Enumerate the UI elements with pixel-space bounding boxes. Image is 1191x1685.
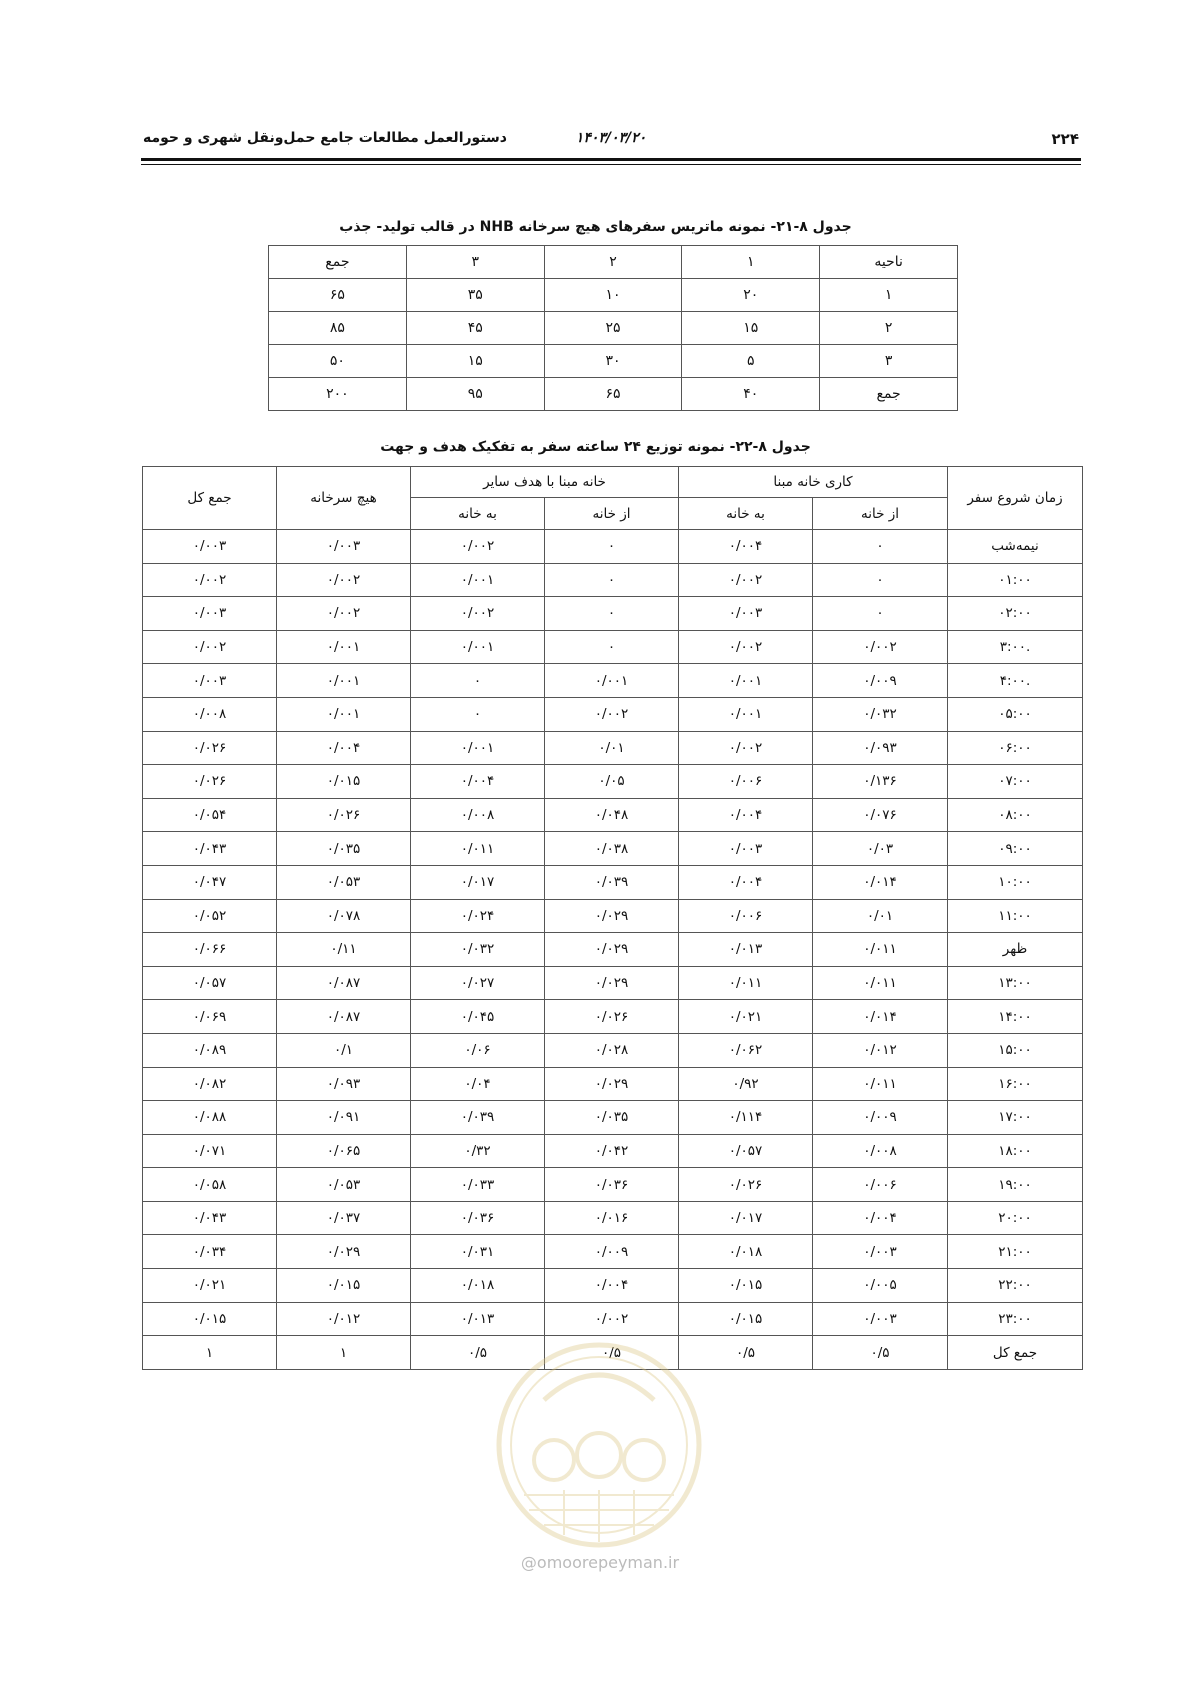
table-cell: ۴۵ xyxy=(406,312,544,345)
value-cell: ۰/۰۲۸ xyxy=(545,1033,679,1067)
table-row xyxy=(143,1067,1083,1101)
value-cell: ۰/۰۰۱ xyxy=(277,664,411,698)
table-cell: ۲۰ xyxy=(682,279,820,312)
value-cell: ۰/۰۹۳ xyxy=(813,731,948,765)
table-row xyxy=(143,798,1083,832)
table-row xyxy=(269,345,958,378)
value-cell: ۰/۰۰۳ xyxy=(143,664,277,698)
value-cell: ۰/۰۰۱ xyxy=(679,697,813,731)
table-row xyxy=(143,899,1083,933)
value-cell: ۰/۰۰۲ xyxy=(813,630,948,664)
value-cell: ۰/۰۱۵ xyxy=(679,1302,813,1336)
header-cell: ۲ xyxy=(544,246,682,279)
value-cell: ۰/۹۲ xyxy=(679,1067,813,1101)
time-cell: ۱۳:۰۰ xyxy=(948,966,1083,1000)
time-cell: ۰۹:۰۰ xyxy=(948,832,1083,866)
table-row xyxy=(143,1269,1083,1303)
value-cell: ۰/۰۲۹ xyxy=(545,966,679,1000)
value-cell: ۰/۰۰۲ xyxy=(679,731,813,765)
value-cell: ۰ xyxy=(411,697,545,731)
value-cell: ۰/۰۳۹ xyxy=(411,1101,545,1135)
table-row xyxy=(143,1201,1083,1235)
table-cell: ۲۰۰ xyxy=(269,378,407,411)
value-cell: ۰/۰۱۱ xyxy=(813,1067,948,1101)
header-date: ۱۴۰۳/۰۳/۲۰ xyxy=(575,130,647,146)
header-total: جمع کل xyxy=(143,467,277,530)
header-rule-thick xyxy=(141,158,1081,161)
value-cell: ۰/۰۱ xyxy=(545,731,679,765)
time-cell: ۱۹:۰۰ xyxy=(948,1168,1083,1202)
time-cell: .۴:۰۰ xyxy=(948,664,1083,698)
time-cell: ۲۲:۰۰ xyxy=(948,1269,1083,1303)
time-cell: ۲۰:۰۰ xyxy=(948,1201,1083,1235)
value-cell: ۰/۰۶ xyxy=(411,1033,545,1067)
value-cell: ۰/۰۰۸ xyxy=(143,697,277,731)
value-cell: ۰/۰۳۲ xyxy=(411,933,545,967)
value-cell: ۰/۰۱۱ xyxy=(679,966,813,1000)
table-cell: ۵۰ xyxy=(269,345,407,378)
table-row xyxy=(143,697,1083,731)
value-cell: ۰ xyxy=(545,597,679,631)
table-header-row xyxy=(143,467,1083,498)
value-cell: ۰ xyxy=(545,563,679,597)
value-cell: ۰/۰۰۳ xyxy=(143,597,277,631)
value-cell: ۰/۰۰۲ xyxy=(679,563,813,597)
value-cell: ۰/۰۰۶ xyxy=(679,765,813,799)
value-cell: ۰ xyxy=(813,563,948,597)
header-cell: ۱ xyxy=(682,246,820,279)
value-cell: ۰/۰۵۴ xyxy=(143,798,277,832)
time-cell: ۰۶:۰۰ xyxy=(948,731,1083,765)
table-cell: ۶۵ xyxy=(269,279,407,312)
watermark-site-text: @omoorepeyman.ir xyxy=(520,1553,680,1572)
value-cell: ۰/۰۴۸ xyxy=(545,798,679,832)
value-cell: ۰/۰۴ xyxy=(411,1067,545,1101)
value-cell: ۰/۰۰۸ xyxy=(411,798,545,832)
value-cell: ۰/۰۰۲ xyxy=(277,563,411,597)
value-cell: ۰/۰۰۹ xyxy=(545,1235,679,1269)
value-cell: ۰/۰۳۷ xyxy=(277,1201,411,1235)
header-nhb: هیچ سرخانه xyxy=(277,467,411,530)
value-cell: ۰/۰۲۶ xyxy=(143,731,277,765)
time-cell: .۳:۰۰ xyxy=(948,630,1083,664)
value-cell: ۰/۰۸۸ xyxy=(143,1101,277,1135)
value-cell: ۰/۰۲۶ xyxy=(143,765,277,799)
value-cell: ۰/۰۰۶ xyxy=(813,1168,948,1202)
value-cell: ۱ xyxy=(277,1336,411,1370)
table-row xyxy=(143,832,1083,866)
value-cell: ۰/۰۰۴ xyxy=(679,530,813,564)
table-cell: ۳ xyxy=(820,345,958,378)
value-cell: ۰/۵ xyxy=(813,1336,948,1370)
value-cell: ۰/۰۰۳ xyxy=(277,530,411,564)
table-row xyxy=(143,563,1083,597)
time-cell: ۱۶:۰۰ xyxy=(948,1067,1083,1101)
value-cell: ۰/۰۵۸ xyxy=(143,1168,277,1202)
header-cell: ۳ xyxy=(406,246,544,279)
value-cell: ۰/۰۱۷ xyxy=(679,1201,813,1235)
value-cell: ۰/۰۷۱ xyxy=(143,1134,277,1168)
value-cell: ۰/۰۵۲ xyxy=(143,899,277,933)
header-cell: جمع xyxy=(269,246,407,279)
value-cell: ۰/۰۲۷ xyxy=(411,966,545,1000)
table-cell: جمع xyxy=(820,378,958,411)
value-cell: ۰/۰۱۵ xyxy=(143,1302,277,1336)
value-cell: ۰/۰۰۲ xyxy=(277,597,411,631)
value-cell: ۰/۰۳۹ xyxy=(545,865,679,899)
emblem-logo-icon xyxy=(484,1330,714,1570)
value-cell: ۰ xyxy=(813,597,948,631)
value-cell: ۰/۰۰۴ xyxy=(411,765,545,799)
value-cell: ۰/۰۱۱ xyxy=(813,966,948,1000)
time-cell: ۱۵:۰۰ xyxy=(948,1033,1083,1067)
value-cell: ۰/۰۸۷ xyxy=(277,966,411,1000)
time-cell: ۱۴:۰۰ xyxy=(948,1000,1083,1034)
table-row xyxy=(143,1168,1083,1202)
value-cell: ۰/۰۲۹ xyxy=(545,1067,679,1101)
value-cell: ۰/۰۶۶ xyxy=(143,933,277,967)
value-cell: ۰/۰۷۸ xyxy=(277,899,411,933)
value-cell: ۰/۰۰۲ xyxy=(679,630,813,664)
subheader-from-home: از خانه xyxy=(813,498,948,530)
page-header xyxy=(141,126,1081,154)
value-cell: ۰/۰۰۱ xyxy=(277,630,411,664)
table-row xyxy=(143,966,1083,1000)
value-cell: ۰/۰۰۳ xyxy=(143,530,277,564)
table-cell: ۳۵ xyxy=(406,279,544,312)
time-cell: ۲۳:۰۰ xyxy=(948,1302,1083,1336)
value-cell: ۰/۰۰۱ xyxy=(411,731,545,765)
value-cell: ۰/۰۵۷ xyxy=(679,1134,813,1168)
value-cell: ۰/۰۱۳ xyxy=(679,933,813,967)
value-cell: ۰ xyxy=(545,630,679,664)
time-cell: ۱۰:۰۰ xyxy=(948,865,1083,899)
value-cell: ۰/۰۲۶ xyxy=(277,798,411,832)
value-cell: ۰/۰۱۴ xyxy=(813,1000,948,1034)
time-cell: ۲۱:۰۰ xyxy=(948,1235,1083,1269)
table-row xyxy=(143,731,1083,765)
value-cell: ۰/۰۱۶ xyxy=(545,1201,679,1235)
value-cell: ۰/۰۰۵ xyxy=(813,1269,948,1303)
time-cell: ۱۷:۰۰ xyxy=(948,1101,1083,1135)
table1-caption: جدول ۸-۲۱- نمونه ماتریس سفرهای هیچ سرخانه NHB در قالب تولید- جذب xyxy=(339,219,852,235)
value-cell: ۰/۵ xyxy=(545,1336,679,1370)
value-cell: ۰/۰۱۴ xyxy=(813,865,948,899)
value-cell: ۰/۰۰۱ xyxy=(277,697,411,731)
value-cell: ۰/۱۱۴ xyxy=(679,1101,813,1135)
value-cell: ۰/۰۰۲ xyxy=(411,597,545,631)
value-cell: ۰/۰۶۵ xyxy=(277,1134,411,1168)
time-cell: ۱۱:۰۰ xyxy=(948,899,1083,933)
table-row xyxy=(143,933,1083,967)
value-cell: ۰/۰۲۹ xyxy=(545,899,679,933)
table-row xyxy=(269,312,958,345)
value-cell: ۰/۰۰۶ xyxy=(679,899,813,933)
value-cell: ۰/۰۲۱ xyxy=(679,1000,813,1034)
time-cell: ۰۲:۰۰ xyxy=(948,597,1083,631)
value-cell: ۰/۱۳۶ xyxy=(813,765,948,799)
value-cell: ۰/۰۶۲ xyxy=(679,1033,813,1067)
value-cell: ۰/۰۱۵ xyxy=(679,1269,813,1303)
header-other: خانه مبنا با هدف سایر xyxy=(411,467,679,498)
table-row xyxy=(269,279,958,312)
time-cell: ۰۸:۰۰ xyxy=(948,798,1083,832)
table-row xyxy=(143,597,1083,631)
value-cell: ۰/۰۰۳ xyxy=(679,832,813,866)
value-cell: ۰/۰۲۹ xyxy=(545,933,679,967)
table-cell: ۸۵ xyxy=(269,312,407,345)
value-cell: ۰/۰۹۳ xyxy=(277,1067,411,1101)
nhb-matrix-table xyxy=(268,245,958,411)
value-cell: ۰/۰۱۸ xyxy=(411,1269,545,1303)
value-cell: ۰/۰۰۸ xyxy=(813,1134,948,1168)
value-cell: ۰/۰۱۲ xyxy=(277,1302,411,1336)
value-cell: ۰/۰۲۱ xyxy=(143,1269,277,1303)
value-cell: ۰/۰۴۳ xyxy=(143,1201,277,1235)
table2-body xyxy=(143,530,1083,1370)
table-row xyxy=(143,1101,1083,1135)
time-cell: ظهر xyxy=(948,933,1083,967)
time-cell: ۰۵:۰۰ xyxy=(948,697,1083,731)
value-cell: ۰ xyxy=(545,530,679,564)
value-cell: ۰/۰۵۳ xyxy=(277,1168,411,1202)
value-cell: ۰/۰۸۲ xyxy=(143,1067,277,1101)
value-cell: ۰/۰۰۱ xyxy=(679,664,813,698)
value-cell: ۰/۰۱۲ xyxy=(813,1033,948,1067)
value-cell: ۰/۰۵۳ xyxy=(277,865,411,899)
value-cell: ۱ xyxy=(143,1336,277,1370)
value-cell: ۰/۰۳۸ xyxy=(545,832,679,866)
value-cell: ۰/۰۰۲ xyxy=(545,697,679,731)
value-cell: ۰/۰۷۶ xyxy=(813,798,948,832)
value-cell: ۰/۰۴۷ xyxy=(143,865,277,899)
time-cell: ۰۱:۰۰ xyxy=(948,563,1083,597)
time-cell: ۰۷:۰۰ xyxy=(948,765,1083,799)
value-cell: ۰/۰۱۵ xyxy=(277,765,411,799)
subheader-to-home: به خانه xyxy=(679,498,813,530)
value-cell: ۰/۱ xyxy=(277,1033,411,1067)
value-cell: ۰/۰۰۴ xyxy=(679,865,813,899)
value-cell: ۰/۰۲۶ xyxy=(679,1168,813,1202)
value-cell: ۰ xyxy=(813,530,948,564)
table-row xyxy=(143,664,1083,698)
value-cell: ۰/۰۳ xyxy=(813,832,948,866)
value-cell: ۰/۰۰۳ xyxy=(813,1235,948,1269)
value-cell: ۰/۵ xyxy=(411,1336,545,1370)
value-cell: ۰/۰۱۱ xyxy=(813,933,948,967)
value-cell: ۰/۰۴۳ xyxy=(143,832,277,866)
value-cell: ۰/۰۰۲ xyxy=(545,1302,679,1336)
value-cell: ۰/۰۱ xyxy=(813,899,948,933)
value-cell: ۰/۰۲۹ xyxy=(277,1235,411,1269)
table-row xyxy=(143,1033,1083,1067)
value-cell: ۰/۰۸۹ xyxy=(143,1033,277,1067)
table-cell: ۱۵ xyxy=(682,312,820,345)
value-cell: ۰/۰۱۷ xyxy=(411,865,545,899)
table-row xyxy=(143,1000,1083,1034)
value-cell: ۰/۰۰۲ xyxy=(143,563,277,597)
value-cell: ۰/۰۱۵ xyxy=(277,1269,411,1303)
table-cell: ۱۰ xyxy=(544,279,682,312)
trip-distribution-table xyxy=(142,466,1083,1370)
value-cell: ۰/۳۲ xyxy=(411,1134,545,1168)
table-cell: ۲ xyxy=(820,312,958,345)
table-row xyxy=(143,865,1083,899)
value-cell: ۰/۰۰۱ xyxy=(545,664,679,698)
value-cell: ۰/۰۰۲ xyxy=(411,530,545,564)
table-header-row xyxy=(269,246,958,279)
value-cell: ۰/۰۱۳ xyxy=(411,1302,545,1336)
value-cell: ۰/۰۰۴ xyxy=(545,1269,679,1303)
value-cell: ۰/۰۸۷ xyxy=(277,1000,411,1034)
value-cell: ۰/۰۲۴ xyxy=(411,899,545,933)
table-cell: ۹۵ xyxy=(406,378,544,411)
value-cell: ۰/۰۱۱ xyxy=(411,832,545,866)
value-cell: ۰/۰۰۱ xyxy=(411,630,545,664)
value-cell: ۰/۰۳۶ xyxy=(411,1201,545,1235)
header-rule-thin xyxy=(141,164,1081,165)
header-title: دستورالعمل مطالعات جامع حمل‌ونقل شهری و حومه xyxy=(143,130,507,146)
value-cell: ۰/۰۳۳ xyxy=(411,1168,545,1202)
time-cell: نیمه‌شب xyxy=(948,530,1083,564)
table-row xyxy=(143,1134,1083,1168)
value-cell: ۰/۰۰۴ xyxy=(679,798,813,832)
value-cell: ۰/۰۰۹ xyxy=(813,664,948,698)
subheader-to-home: به خانه xyxy=(411,498,545,530)
value-cell: ۰/۰۵۷ xyxy=(143,966,277,1000)
table-cell: ۴۰ xyxy=(682,378,820,411)
value-cell: ۰/۰۰۱ xyxy=(411,563,545,597)
value-cell: ۰/۰۴۲ xyxy=(545,1134,679,1168)
time-cell: جمع کل xyxy=(948,1336,1083,1370)
table-cell: ۱ xyxy=(820,279,958,312)
value-cell: ۰/۰۴۵ xyxy=(411,1000,545,1034)
table2-caption: جدول ۸-۲۲- نمونه توزیع ۲۴ ساعته سفر به تفکیک هدف و جهت xyxy=(380,439,811,455)
value-cell: ۰/۰۰۴ xyxy=(277,731,411,765)
value-cell: ۰/۰۳۵ xyxy=(277,832,411,866)
value-cell: ۰/۵ xyxy=(679,1336,813,1370)
table-cell: ۲۵ xyxy=(544,312,682,345)
value-cell: ۰/۰۲۶ xyxy=(545,1000,679,1034)
value-cell: ۰/۰۶۹ xyxy=(143,1000,277,1034)
value-cell: ۰/۰۰۲ xyxy=(143,630,277,664)
table-cell: ۶۵ xyxy=(544,378,682,411)
value-cell: ۰/۰۰۴ xyxy=(813,1201,948,1235)
value-cell: ۰/۰۳۱ xyxy=(411,1235,545,1269)
value-cell: ۰ xyxy=(411,664,545,698)
table1-body xyxy=(269,279,958,411)
value-cell: ۰/۰۵ xyxy=(545,765,679,799)
value-cell: ۰/۰۹۱ xyxy=(277,1101,411,1135)
value-cell: ۰/۰۰۹ xyxy=(813,1101,948,1135)
table-row xyxy=(143,530,1083,564)
value-cell: ۰/۰۳۶ xyxy=(545,1168,679,1202)
value-cell: ۰/۰۰۳ xyxy=(813,1302,948,1336)
table-row xyxy=(143,630,1083,664)
time-cell: ۱۸:۰۰ xyxy=(948,1134,1083,1168)
subheader-from-home: از خانه xyxy=(545,498,679,530)
table-cell: ۵ xyxy=(682,345,820,378)
value-cell: ۰/۰۳۲ xyxy=(813,697,948,731)
header-time: زمان شروع سفر xyxy=(948,467,1083,530)
value-cell: ۰/۱۱ xyxy=(277,933,411,967)
table-row xyxy=(143,1235,1083,1269)
value-cell: ۰/۰۳۵ xyxy=(545,1101,679,1135)
table-row xyxy=(269,378,958,411)
value-cell: ۰/۰۳۴ xyxy=(143,1235,277,1269)
value-cell: ۰/۰۰۳ xyxy=(679,597,813,631)
page-number: ۲۲۴ xyxy=(1051,130,1079,148)
table-cell: ۱۵ xyxy=(406,345,544,378)
header-work: کاری خانه مبنا xyxy=(679,467,948,498)
header-cell: ناحیه xyxy=(820,246,958,279)
table-cell: ۳۰ xyxy=(544,345,682,378)
value-cell: ۰/۰۱۸ xyxy=(679,1235,813,1269)
table-row xyxy=(143,765,1083,799)
